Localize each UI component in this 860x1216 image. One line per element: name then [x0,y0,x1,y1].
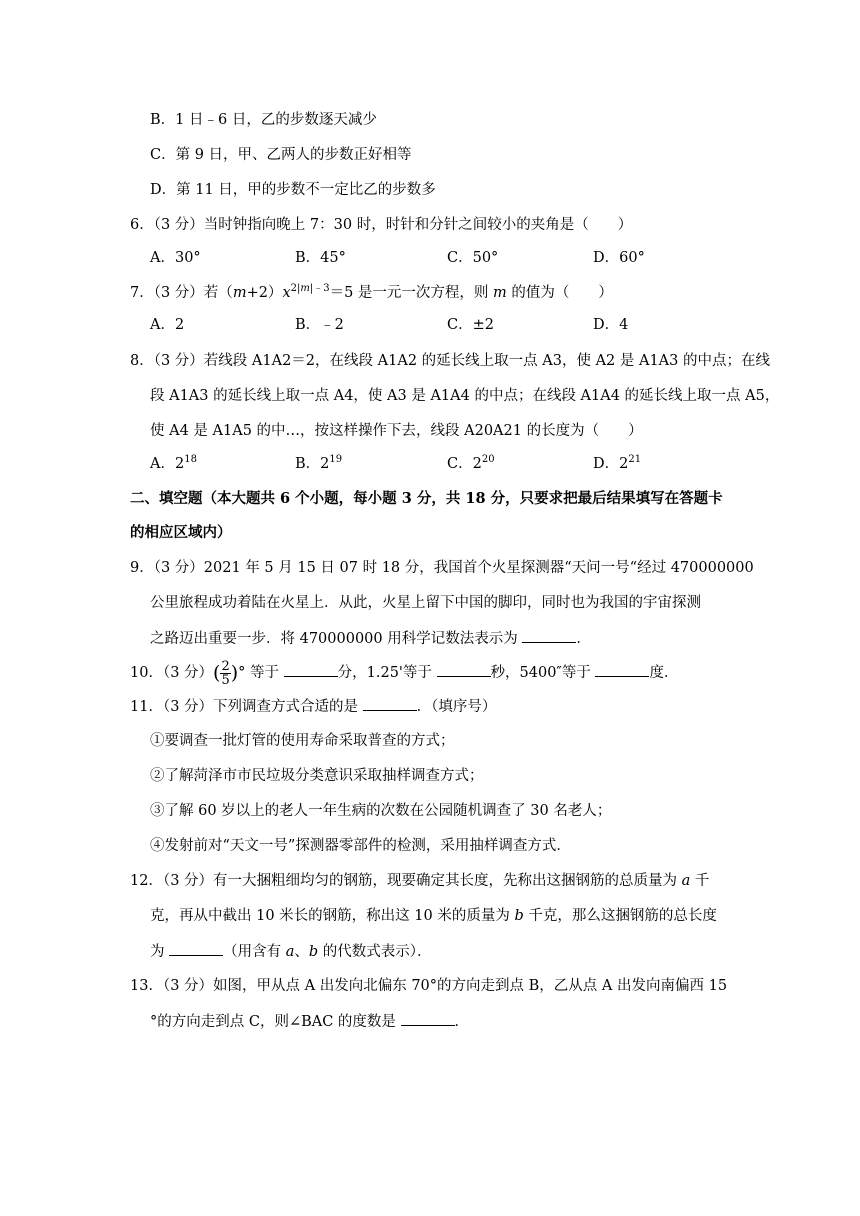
q6-option-d: D．60° [593,250,645,266]
q9-line-1: 9．（3 分）2021 年 5 月 15 日 07 时 18 分，我国首个火星探测器“天问一号“经过 470000000 [130,560,754,576]
q5-option-b: B．1 日﹣6 日，乙的步数逐天减少 [150,112,377,128]
q8-line-2: 段 A1A3 的延长线上取一点 A4，使 A3 是 A1A4 的中点；在线段 A1A4 的延长线上取一点 A5， [150,388,780,404]
q10-line: 10．（3 分）( $\frac{2}{5}$ )° 等于 分，1.25'等于 秒，5400″等于 度． [130,658,679,688]
q6-options [150,248,650,268]
q11-item-3: ③了解 60 岁以上的老人一年生病的次数在公园随机调查了 30 名老人； [150,803,612,819]
right-paren: ) [230,662,239,684]
q8-line-1: 8．（3 分）若线段 A1A2＝2，在线段 A1A2 的延长线上取一点 A3，使 A2 是 A1A3 的中点；在线 [130,353,770,369]
q8-option-d: D．$2^{21}$ [593,454,642,472]
q6-option-a: A．30° [150,250,201,266]
q7-options [150,315,650,335]
q12-line-1: 12．（3 分）有一大捆粗细均匀的钢筋，现要确定其长度，先称出这捆钢筋的总质量为 a 千 [130,873,710,889]
q12-answer-blank[interactable] [169,941,223,956]
q13-line-1: 13．（3 分）如图，甲从点 A 出发向北偏东 70°的方向走到点 B，乙从点 A 出发向南偏西 15 [130,978,728,994]
q8-option-c: C．$2^{20}$ [447,454,495,472]
q5-option-d: D．第 11 日，甲的步数不一定比乙的步数多 [150,182,436,198]
q10-blank-minutes[interactable] [284,662,338,677]
q10-blank-seconds[interactable] [437,662,491,677]
q11-answer-blank[interactable] [363,696,417,711]
q7-stem: 7．（3 分）若$(m+2)x^{2|m|﹣3}=5$ 是一元一次方程，则 m 的值为（ ） [130,283,613,301]
q11-item-4: ④发射前对“天文一号”探测器零部件的检测，采用抽样调查方式． [150,838,571,854]
q10-blank-degrees[interactable] [595,662,649,677]
q10-fraction: $\frac{2}{5}$ [221,658,230,688]
q11-item-2: ②了解菏泽市市民垃圾分类意识采取抽样调查方式； [150,768,484,784]
q6-stem: 6．（3 分）当时钟指向晚上 7：30 时，时针和分针之间较小的夹角是（ ） [130,217,633,233]
q8-line-3: 使 A4 是 A1A5 的中…，按这样操作下去，线段 A20A21 的长度为（ ） [150,423,643,439]
q11-stem: 11．（3 分）下列调查方式合适的是 ．（填序号） [130,696,496,717]
q13-line-2: °的方向走到点 C，则∠BAC 的度数是 ． [150,1011,469,1032]
q8-options [150,454,650,474]
section-heading-line-1: 二、填空题（本大题共 6 个小题，每小题 3 分，共 18 分，只要求把最后结果填写在答题卡 [130,490,723,507]
q9-line-2: 公里旅程成功着陆在火星上．从此，火星上留下中国的脚印，同时也为我国的宇宙探测 [150,595,701,611]
q8-option-a: A．$2^{18}$ [150,454,197,472]
q7-option-b: B．﹣2 [295,317,344,333]
q13-answer-blank[interactable] [401,1011,455,1026]
q6-option-b: B．45° [295,250,346,266]
q7-option-c: C．±2 [447,317,494,333]
q7-option-a: A．2 [150,317,185,333]
q7-option-d: D．4 [593,317,629,333]
q11-item-1: ①要调查一批灯管的使用寿命采取普查的方式； [150,733,455,749]
q8-option-b: B．$2^{19}$ [295,454,343,472]
q5-option-c: C．第 9 日，甲、乙两人的步数正好相等 [150,147,412,163]
q6-option-c: C．50° [447,250,499,266]
q12-line-3: 为 （用含有 a、b 的代数式表示）． [150,941,432,962]
q9-answer-blank[interactable] [522,628,576,643]
q12-line-2: 克，再从中截出 10 米长的钢筋，称出这 10 米的质量为 b 千克，那么这捆钢筋的总长度 [150,908,717,924]
q9-line-3: 之路迈出重要一步．将 470000000 用科学记数法表示为 ． [150,628,591,649]
section-heading-line-2: 的相应区域内） [130,524,232,541]
left-paren: ( [213,662,221,684]
q7-exponent: 2|m|﹣3 [290,283,330,295]
